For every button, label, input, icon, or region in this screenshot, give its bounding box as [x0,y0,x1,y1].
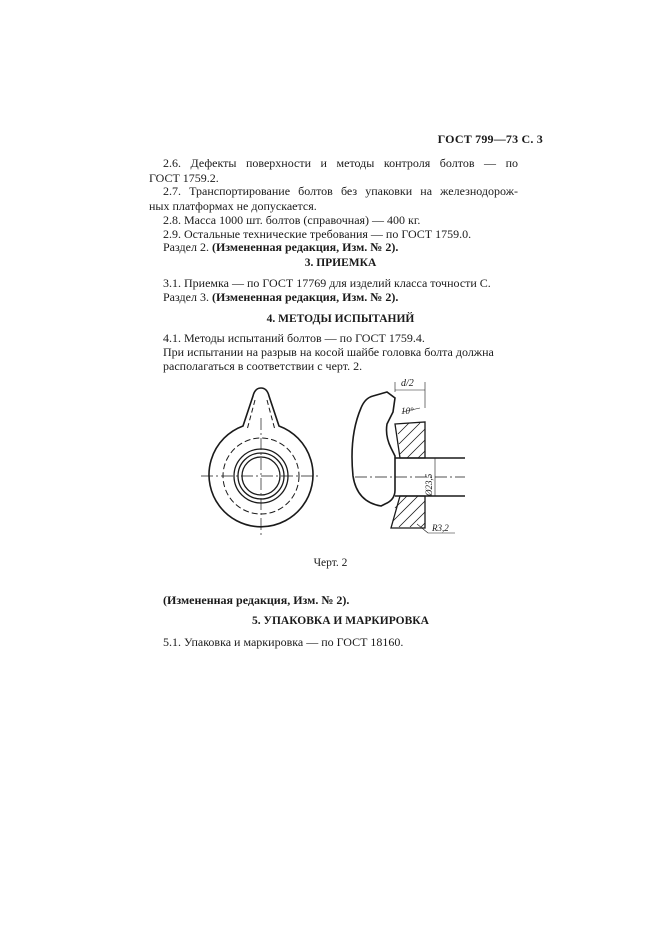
dimension-radius: R3,2 [432,523,449,533]
section-3-amendment-note [163,290,518,306]
paragraph-2-6-line-2: ГОСТ 1759.2. [149,171,219,185]
paragraph-2-6-line-1: 2.6. Дефекты поверхности и методы контроля болтов — по [163,156,518,170]
section-5-heading: 5. УПАКОВКА И МАРКИРОВКА [252,615,429,627]
paragraph-2-9: 2.9. Остальные технические требования — по ГОСТ 1759.0. [163,227,472,241]
paragraph-2-7-line-2: ных платформах не допускается. [149,199,317,213]
amendment-bold: (Измененная редакция, Изм. № 2). [211,290,399,304]
section-4-heading: 4. МЕТОДЫ ИСПЫТАНИЙ [266,313,415,325]
front-view [201,388,321,536]
drawing-amendment-note: (Измененная редакция, Изм. № 2). [163,593,350,607]
dimension-angle: 10° [401,406,414,416]
page-reference-header: ГОСТ 799—73 С. 3 [437,132,543,146]
paragraph-4-2-line-2: располагаться в соответствии с черт. 2. [163,359,363,373]
section-2-amendment-note [163,240,518,256]
paragraph-2-7-text: 2.7. Транспортирование болтов без упаковки на железнодорож- [163,184,518,198]
paragraph-4-1: 4.1. Методы испытаний болтов — по ГОСТ 1759.4. [163,331,425,345]
amendment-prefix: Раздел 3. [163,290,209,304]
amendment-bold: (Измененная редакция, Изм. № 2). [211,240,399,254]
paragraph-5-1: 5.1. Упаковка и маркировка — по ГОСТ 18160. [163,635,404,649]
paragraph-2-8: 2.8. Масса 1000 шт. болтов (справочная) — 400 кг. [163,213,421,227]
dimension-diameter: Ø23,5 [424,473,434,496]
section-3-heading: 3. ПРИЕМКА [304,257,377,269]
side-view [352,382,465,533]
dimension-half-diameter: d/2 [401,378,414,389]
paragraph-3-1: 3.1. Приемка — по ГОСТ 17769 для изделий класса точности С. [163,276,491,290]
amendment-prefix: Раздел 2. [163,240,209,254]
paragraph-4-2-line-1: При испытании на разрыв на косой шайбе головка болта должна [163,345,494,359]
figure-caption: Черт. 2 [313,557,348,569]
bolt-head-drawing [195,378,465,548]
